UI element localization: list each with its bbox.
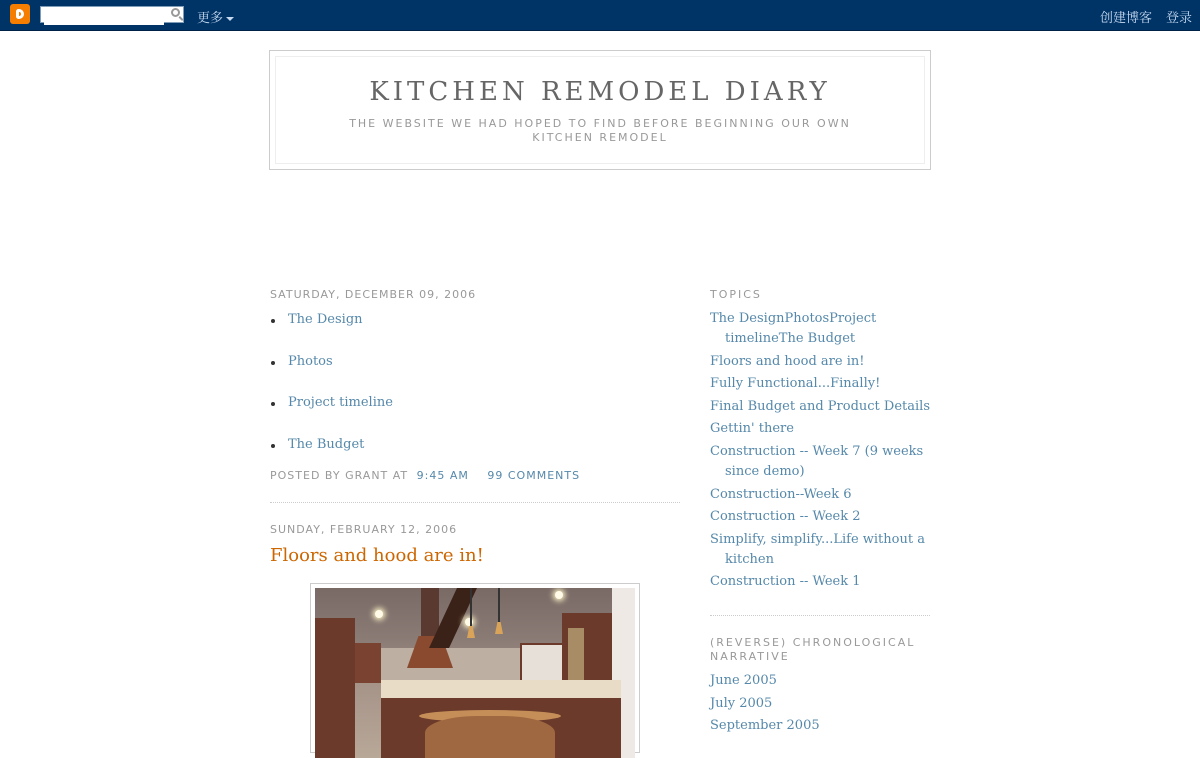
post-timestamp-link[interactable]: 9:45 AM: [416, 469, 469, 482]
archive-link[interactable]: June 2005: [710, 673, 777, 688]
topic-link[interactable]: Simplify, simplify...Life without a kitchen: [710, 531, 925, 567]
comments-link[interactable]: 99 COMMENTS: [487, 469, 581, 482]
post-link[interactable]: Project timeline: [288, 395, 393, 410]
nav-more-menu[interactable]: [197, 7, 234, 26]
list-item: [710, 716, 932, 736]
blogger-logo-icon[interactable]: [10, 4, 30, 24]
list-item: [710, 694, 932, 714]
posted-by-label: POSTED BY GRANT AT: [270, 469, 409, 482]
topic-link[interactable]: Gettin' there: [710, 421, 794, 437]
list-item: [270, 312, 393, 354]
post-photo-frame[interactable]: [310, 583, 640, 753]
topics-list: [710, 309, 932, 595]
list-item: [270, 395, 393, 437]
chevron-down-icon: [226, 17, 234, 21]
list-item: [710, 507, 932, 527]
post-link[interactable]: Photos: [288, 353, 333, 369]
kitchen-photo: [315, 588, 635, 758]
post-footer: [270, 469, 580, 482]
topic-link[interactable]: Fully Functional...Finally!: [710, 376, 881, 392]
archive-link[interactable]: September 2005: [710, 718, 820, 734]
list-item: [710, 485, 932, 505]
topic-link[interactable]: The DesignPhotosProject timelineThe Budget: [710, 311, 877, 346]
post-date-header: SATURDAY, DECEMBER 09, 2006: [270, 288, 477, 301]
narrative-header: (REVERSE) CHRONOLOGICAL NARRATIVE: [710, 636, 916, 663]
topic-link[interactable]: Floors and hood are in!: [710, 353, 865, 369]
list-item: [710, 397, 932, 417]
login-link[interactable]: 登录: [1166, 11, 1193, 26]
search-icon[interactable]: [171, 8, 180, 17]
list-item: [710, 352, 932, 372]
post-link-list: [270, 312, 393, 478]
nav-search-box: [40, 6, 184, 23]
nav-more-label: 更多: [197, 11, 224, 26]
post-date-header: SUNDAY, FEBRUARY 12, 2006: [270, 523, 458, 536]
list-item: [710, 530, 932, 570]
list-item: [710, 419, 932, 439]
topic-link[interactable]: Construction -- Week 7 (9 weeks since demo): [710, 443, 924, 479]
sidebar-divider: [710, 615, 930, 616]
topic-link[interactable]: Final Budget and Product Details: [710, 398, 930, 414]
topic-link[interactable]: Construction -- Week 2: [710, 509, 861, 525]
blog-title[interactable]: KITCHEN REMODEL DIARY: [369, 77, 831, 107]
archive-link[interactable]: July 2005: [710, 695, 773, 711]
list-item: [710, 442, 932, 482]
list-item: [710, 374, 932, 394]
post-title[interactable]: Floors and hood are in!: [270, 545, 484, 566]
topic-link[interactable]: Construction--Week 6: [710, 486, 852, 502]
blog-header: [269, 50, 931, 170]
list-item: [270, 354, 393, 396]
list-item: [710, 572, 932, 592]
topic-link[interactable]: Construction -- Week 1: [710, 574, 861, 590]
blog-header-inner: [275, 56, 925, 164]
post-link[interactable]: The Budget: [288, 436, 365, 452]
post-divider: [270, 502, 680, 503]
topics-header: TOPICS: [710, 288, 762, 301]
post-link[interactable]: The Design: [288, 312, 363, 327]
list-item: [710, 671, 932, 691]
blogger-navbar: [0, 0, 1200, 31]
nav-search-input[interactable]: [44, 12, 164, 25]
list-item: [710, 309, 932, 349]
create-blog-link[interactable]: 创建博客: [1100, 11, 1153, 26]
blog-description: THE WEBSITE WE HAD HOPED TO FIND BEFORE BEGINNING OUR OWN KITCHEN REMODEL: [349, 117, 851, 144]
archive-list: [710, 671, 932, 739]
